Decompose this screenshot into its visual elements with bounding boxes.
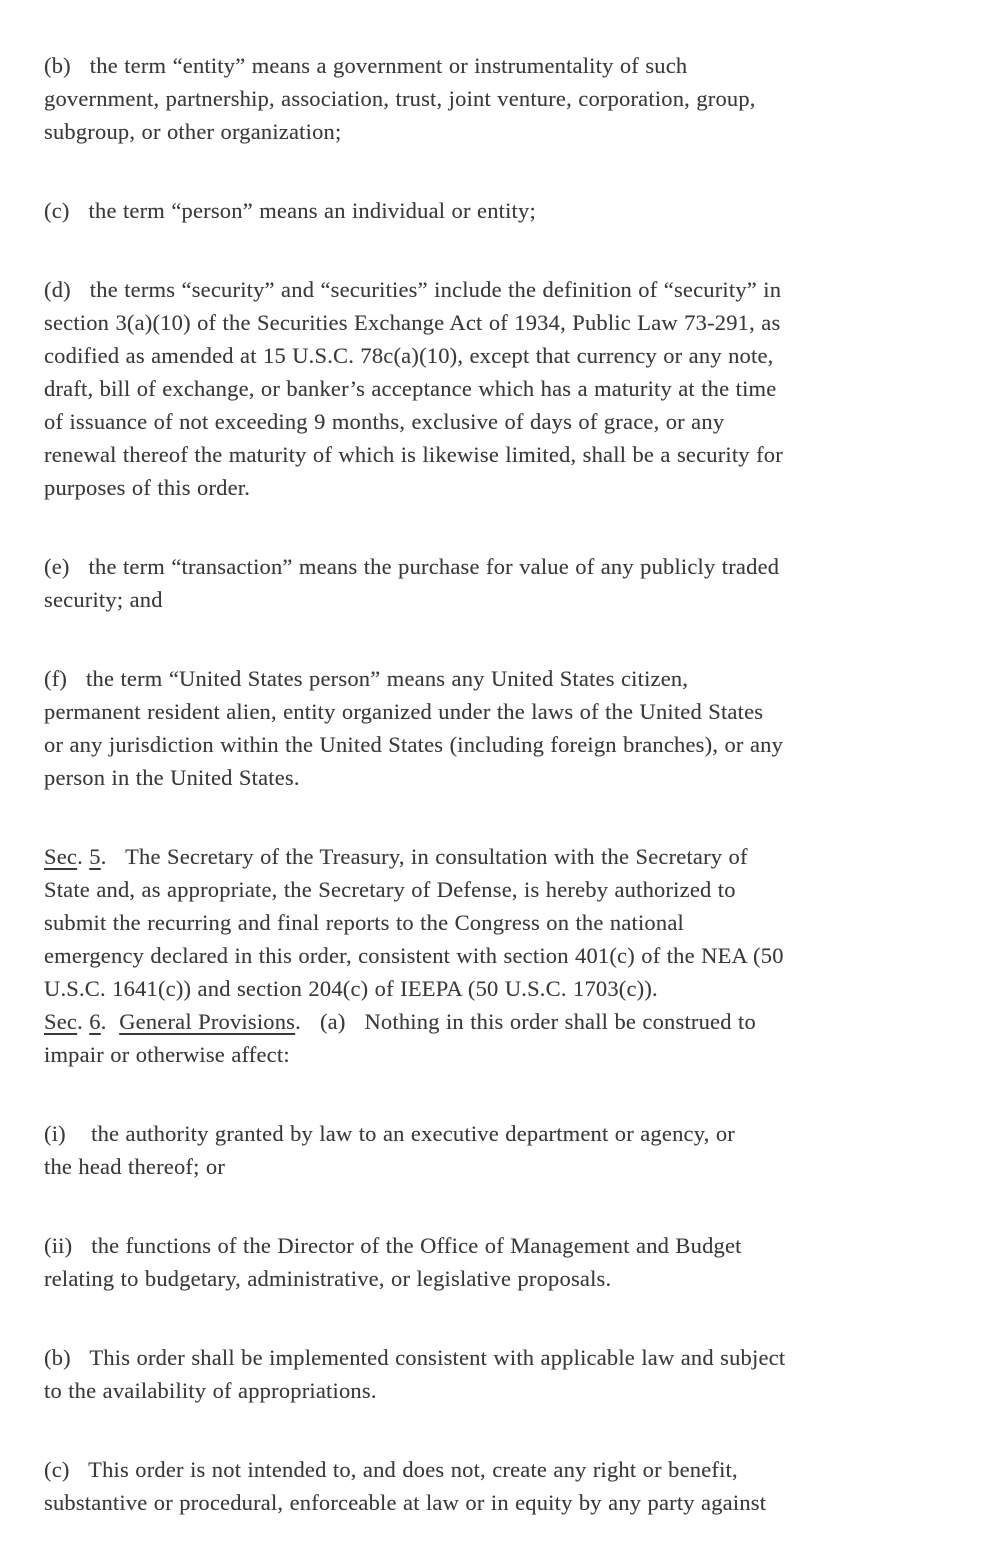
text-line: submit the recurring and final reports to the Congress on the national [44, 910, 684, 935]
definition-person-paragraph [44, 194, 947, 227]
text-segment: . The Secretary of the Treasury, in consultation with the Secretary of [100, 844, 748, 869]
definition-us-person-paragraph [44, 662, 947, 794]
text-line: (c) This order is not intended to, and does not, create any right or benefit, [44, 1457, 738, 1482]
text-segment: . [100, 1009, 120, 1034]
text-line: to the availability of appropriations. [44, 1378, 377, 1403]
section-5-number: 5 [89, 844, 101, 869]
text-line: the head thereof; or [44, 1154, 226, 1179]
text-line: impair or otherwise affect: [44, 1042, 290, 1067]
text-line [44, 840, 947, 873]
section-6-paragraph [44, 1005, 947, 1071]
section-6-title: General Provisions [119, 1009, 296, 1034]
section-6-label: Sec [44, 1009, 78, 1034]
text-line: (i) the authority granted by law to an executive department or agency, or [44, 1121, 735, 1146]
section-5-label: Sec [44, 844, 78, 869]
text-line: subgroup, or other organization; [44, 119, 342, 144]
text-line: of issuance of not exceeding 9 months, exclusive of days of grace, or any [44, 409, 725, 434]
text-line: purposes of this order. [44, 475, 251, 500]
text-line: draft, bill of exchange, or banker’s acceptance which has a maturity at the time [44, 376, 777, 401]
text-line: (b) the term “entity” means a government or instrumentality of such [44, 53, 688, 78]
text-line [44, 1005, 947, 1038]
text-line: codified as amended at 15 U.S.C. 78c(a)(10), except that currency or any note, [44, 343, 774, 368]
text-line: U.S.C. 1641(c)) and section 204(c) of IEEPA (50 U.S.C. 1703(c)). [44, 976, 658, 1001]
text-line: (f) the term “United States person” means any United States citizen, [44, 666, 689, 691]
text-segment: . [77, 844, 90, 869]
text-line: renewal thereof the maturity of which is likewise limited, shall be a security for [44, 442, 783, 467]
definition-entity-paragraph [44, 49, 947, 148]
text-line: State and, as appropriate, the Secretary of Defense, is hereby authorized to [44, 877, 736, 902]
definition-transaction-paragraph [44, 550, 947, 616]
text-line: relating to budgetary, administrative, or legislative proposals. [44, 1266, 612, 1291]
clause-b-implementation-paragraph [44, 1341, 947, 1407]
section-6-number: 6 [89, 1009, 101, 1034]
text-line: security; and [44, 587, 163, 612]
clause-i-paragraph [44, 1117, 947, 1183]
text-line: (b) This order shall be implemented consistent with applicable law and subject [44, 1345, 786, 1370]
text-line: (d) the terms “security” and “securities” include the definition of “security” in [44, 277, 782, 302]
clause-ii-paragraph [44, 1229, 947, 1295]
text-line: section 3(a)(10) of the Securities Exchange Act of 1934, Public Law 73-291, as [44, 310, 781, 335]
text-line: permanent resident alien, entity organized under the laws of the United States [44, 699, 764, 724]
text-line: person in the United States. [44, 765, 300, 790]
section-5-paragraph [44, 840, 947, 1005]
definition-security-paragraph [44, 273, 947, 504]
text-line: or any jurisdiction within the United States (including foreign branches), or any [44, 732, 784, 757]
text-line: substantive or procedural, enforceable at law or in equity by any party against [44, 1490, 767, 1515]
text-line: (ii) the functions of the Director of the Office of Management and Budget [44, 1233, 742, 1258]
text-segment: . (a) Nothing in this order shall be construed to [295, 1009, 756, 1034]
clause-c-no-rights-paragraph [44, 1453, 947, 1519]
text-line: government, partnership, association, trust, joint venture, corporation, group, [44, 86, 756, 111]
text-line: (c) the term “person” means an individual or entity; [44, 198, 536, 223]
text-line: (e) the term “transaction” means the purchase for value of any publicly traded [44, 554, 780, 579]
text-line: emergency declared in this order, consistent with section 401(c) of the NEA (50 [44, 943, 784, 968]
text-segment: . [77, 1009, 90, 1034]
